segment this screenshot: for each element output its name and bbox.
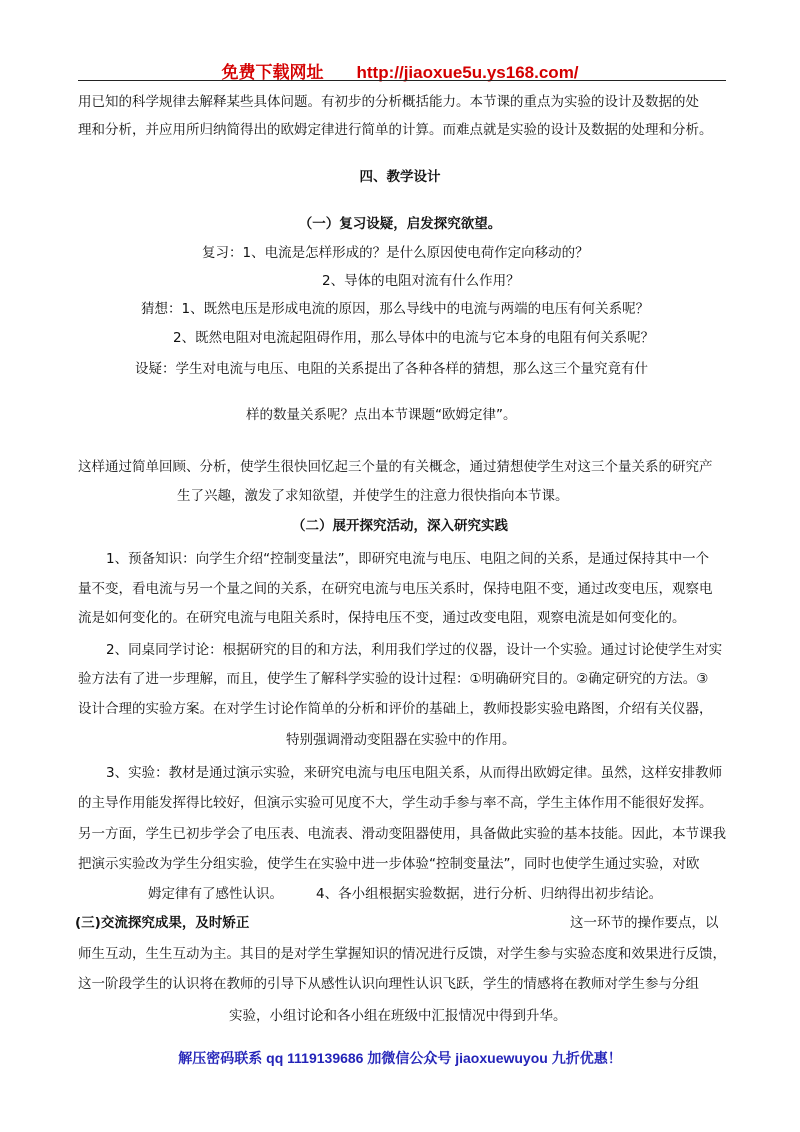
part1-review-2: 2、导体的电阻对流有什么作用？ [322,273,520,289]
part1-heading: （一）复习设疑，启发探究欲望。 [298,216,502,232]
part1-guess-1: 猜想：1、既然电压是形成电流的原因，那么导线中的电流与两端的电压有何关系呢？ [141,301,650,317]
part1-summary-2: 生了兴趣，激发了求知欲望，并使学生的注意力很快指向本节课。 [177,488,569,504]
part3-line-1: 师生互动，生生互动为主。其目的是对学生掌握知识的情况进行反馈，对学生参与实验态度和效果进行反馈， [78,946,726,962]
part2-line-10: 另一方面，学生已初步学会了电压表、电流表、滑动变阻器使用，具备做此实验的基本技能。因此，本节课我 [78,826,726,842]
header-divider [78,80,726,81]
part3-heading: (三)交流探究成果，及时矫正 [75,915,250,931]
header-site-label: 免费下载网址 [221,63,324,82]
part2-line-8: 3、实验：教材是通过演示实验，来研究电流与电压电阻关系，从而得出欧姆定律。虽然，这样安排教师 [106,765,723,781]
part3-line-2: 这一阶段学生的认识将在教师的引导下从感性认识向理性认识飞跃，学生的情感将在教师对学生参与分组 [78,976,699,992]
part3-intro: 这一环节的操作要点，以 [570,915,719,931]
part2-line-9: 的主导作用能发挥得比较好，但演示实验可见度不大，学生动手参与率不高，学生主体作用不能很好发挥。 [78,795,713,811]
intro-line-2: 理和分析，并应用所归纳简得出的欧姆定律进行简单的计算。而难点就是实验的设计及数据的处理和分析。 [78,122,713,138]
part2-line-5: 验方法有了进一步理解，而且，使学生了解科学实验的设计过程：①明确研究目的。②确定研究的方法。③ [78,671,709,687]
part1-guess-2: 2、既然电阻对电流起阻碍作用，那么导体中的电流与它本身的电阻有何关系呢？ [173,330,655,346]
part2-line-6: 设计合理的实验方案。在对学生讨论作简单的分析和评价的基础上，教师投影实验电路图，介绍有关仪器， [78,701,713,717]
intro-line-1: 用已知的科学规律去解释某些具体问题。有初步的分析概括能力。本节课的重点为实验的设计及数据的处 [78,94,699,110]
part1-summary-1: 这样通过简单回顾、分析，使学生很快回忆起三个量的有关概念，通过猜想使学生对这三个量关系的研究产 [78,459,713,475]
part2-line-12: 姆定律有了感性认识。 [148,886,283,902]
part2-line-7: 特别强调滑动变阻器在实验中的作用。 [286,732,516,748]
part1-question-2: 样的数量关系呢？点出本节课题“欧姆定律”。 [246,407,517,423]
part2-line-13: 4、各小组根据实验数据，进行分析、归纳得出初步结论。 [316,886,663,902]
part3-line-3: 实验，小组讨论和各小组在班级中汇报情况中得到升华。 [229,1008,567,1024]
part1-question-1: 设疑：学生对电流与电压、电阻的关系提出了各种各样的猜想，那么这三个量究竟有什 [135,361,648,377]
footer-promo: 解压密码联系 qq 1119139686 加微信公众号 jiaoxuewuyou 九折优惠！ [178,1050,622,1066]
part2-line-1: 1、预备知识：向学生介绍“控制变量法”，即研究电流与电压、电阻之间的关系，是通过保持其中一个 [106,551,710,567]
header-url[interactable]: http://jiaoxue5u.ys168.com/ [356,63,579,82]
part2-line-3: 流是如何变化的。在研究电流与电阻关系时，保持电压不变，通过改变电阻，观察电流是如何变化的。 [78,610,686,626]
part2-line-4: 2、同桌同学讨论：根据研究的目的和方法，利用我们学过的仪器，设计一个实验。通过讨论使学生对实 [106,642,723,658]
section-title: 四、教学设计 [359,169,441,185]
part2-line-11: 把演示实验改为学生分组实验，使学生在实验中进一步体验“控制变量法”，同时也使学生通过实验，对欧 [78,856,700,872]
part1-review-1: 复习：1、电流是怎样形成的？是什么原因使电荷作定向移动的？ [202,245,589,261]
part2-line-2: 量不变，看电流与另一个量之间的关系，在研究电流与电压关系时，保持电阻不变，通过改变电压，观察电 [78,581,713,597]
part2-heading: （二）展开探究活动，深入研究实践 [292,518,508,534]
